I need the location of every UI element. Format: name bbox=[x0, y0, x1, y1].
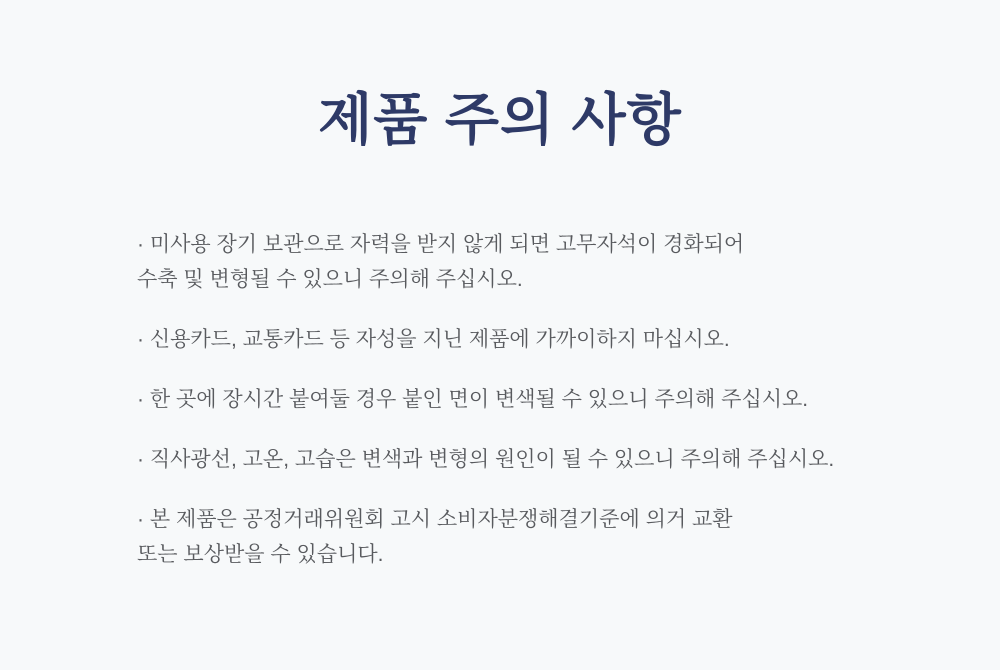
notice-line: · 미사용 장기 보관으로 자력을 받지 않게 되면 고무자석이 경화되어 bbox=[137, 233, 745, 256]
notice-line: · 본 제품은 공정거래위원회 고시 소비자분쟁해결기준에 의거 교환 bbox=[137, 508, 733, 531]
page-title: 제품 주의 사항 bbox=[318, 88, 682, 151]
notice-list bbox=[137, 227, 1000, 572]
notice-line: · 한 곳에 장시간 붙여둘 경우 붙인 면이 변색될 수 있으니 주의해 주십시오. bbox=[137, 388, 809, 411]
notice-line: · 신용카드, 교통카드 등 자성을 지닌 제품에 가까이하지 마십시오. bbox=[137, 328, 730, 351]
notice-item bbox=[137, 382, 1000, 417]
notice-item bbox=[137, 442, 1000, 477]
notice-line: 또는 보상받을 수 있습니다. bbox=[137, 543, 384, 566]
notice-line: 수축 및 변형될 수 있으니 주의해 주십시오. bbox=[137, 268, 523, 291]
notice-item bbox=[137, 227, 1000, 297]
notice-item bbox=[137, 322, 1000, 357]
notice-line: · 직사광선, 고온, 고습은 변색과 변형의 원인이 될 수 있으니 주의해 주십시오. bbox=[137, 448, 835, 471]
notice-item bbox=[137, 502, 1000, 572]
